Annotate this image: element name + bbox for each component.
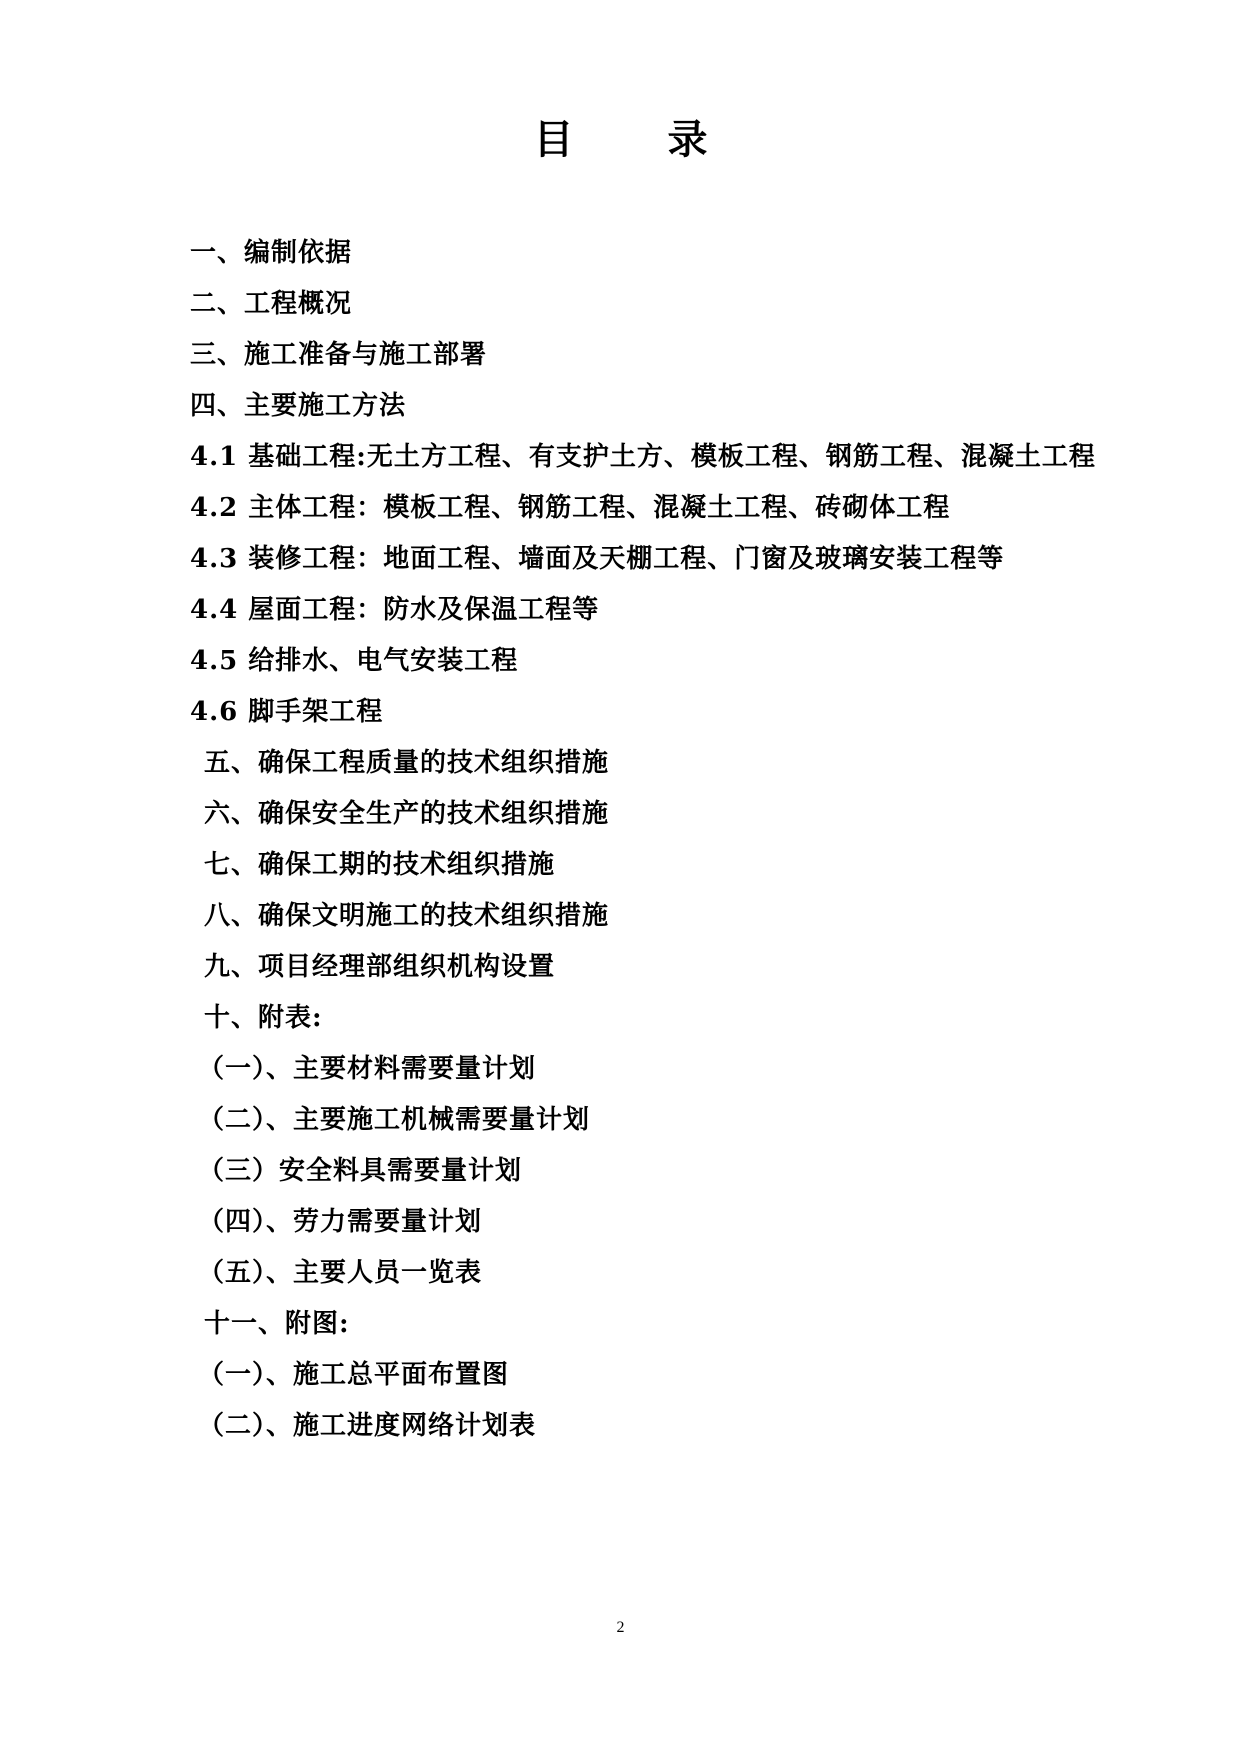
toc-entry-10-5: （五）、主要人员一览表 (198, 1258, 483, 1288)
toc-entry-9: 九、项目经理部组织机构设置 (204, 952, 556, 982)
page-title: 目 录 (533, 116, 748, 163)
toc-entry-10-2: （二）、主要施工机械需要量计划 (198, 1105, 591, 1135)
toc-entry-11-1: （一）、施工总平面布置图 (198, 1360, 510, 1390)
toc-entry-1: 一、编制依据 (190, 238, 353, 268)
toc-entry-10-4: （四）、劳力需要量计划 (198, 1207, 483, 1237)
toc-entry-10: 十、附表: (204, 1003, 323, 1033)
page-number: 2 (616, 1619, 625, 1636)
toc-entry-4-2: 4.2 主体工程：模板工程、钢筋工程、混凝土工程、砖砌体工程 (190, 493, 951, 523)
toc-entry-4-1: 4.1 基础工程:无土方工程、有支护土方、模板工程、钢筋工程、混凝土工程 (190, 442, 1096, 472)
toc-entry-8: 八、确保文明施工的技术组织措施 (204, 901, 610, 931)
toc-entry-10-3: （三）安全料具需要量计划 (198, 1156, 523, 1186)
toc-entry-11: 十一、附图: (204, 1309, 350, 1339)
toc-entry-4-6: 4.6 脚手架工程 (190, 697, 384, 727)
toc-entry-4-3: 4.3 装修工程：地面工程、墙面及天棚工程、门窗及玻璃安装工程等 (190, 544, 1005, 574)
toc-entry-6: 六、确保安全生产的技术组织措施 (204, 799, 610, 829)
toc-entry-2: 二、工程概况 (190, 289, 353, 319)
toc-entry-5: 五、确保工程质量的技术组织措施 (204, 748, 610, 778)
toc-entry-11-2: （二）、施工进度网络计划表 (198, 1411, 537, 1441)
toc-entry-4-5: 4.5 给排水、电气安装工程 (190, 646, 519, 676)
toc-entry-3: 三、施工准备与施工部署 (190, 340, 488, 370)
toc-entry-4: 四、主要施工方法 (190, 391, 407, 421)
toc-entry-4-4: 4.4 屋面工程：防水及保温工程等 (190, 595, 600, 625)
toc-entry-7: 七、确保工期的技术组织措施 (204, 850, 556, 880)
toc-entry-10-1: （一）、主要材料需要量计划 (198, 1054, 537, 1084)
